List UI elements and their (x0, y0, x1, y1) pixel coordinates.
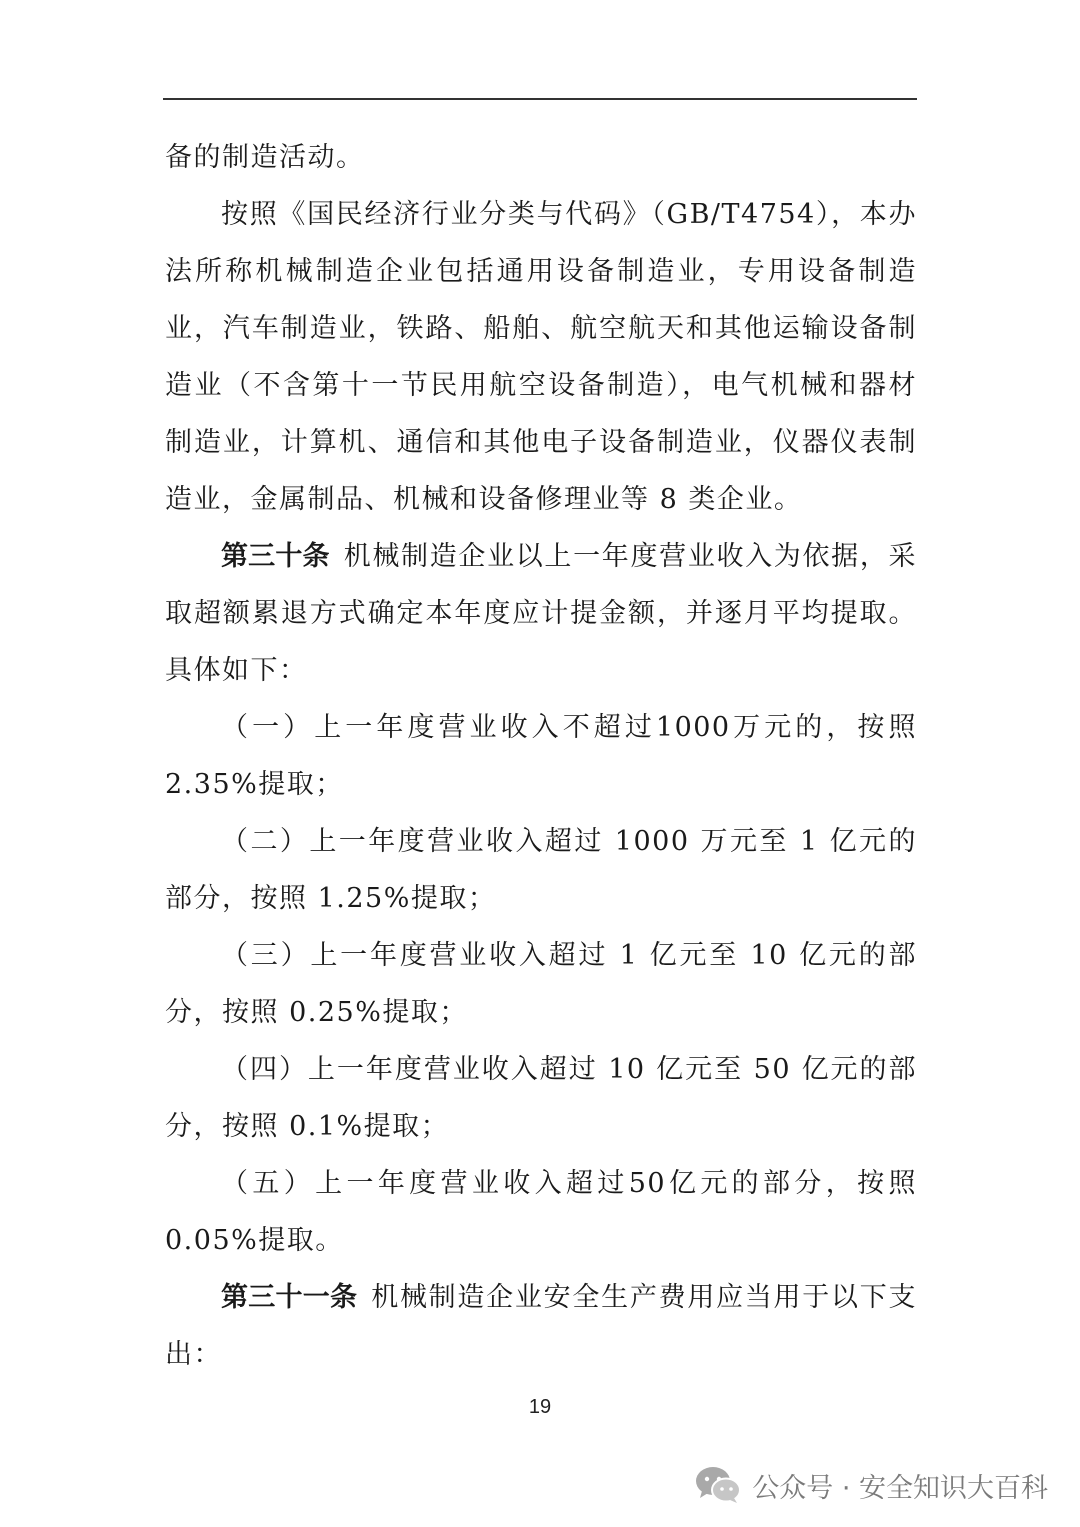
page-number: 19 (528, 1396, 552, 1418)
paragraph-scope: 按照《国民经济行业分类与代码》（GB/T4754），本办法所称机械制造企业包括通用设备制造业，专用设备制造业，汽车制造业，铁路、船舶、航空航天和其他运输设备制造业（不含第十一节民用航空设备制造），电气机械和器材制造业，计算机、通信和其他电子设备制造业，仪器仪表制造业，金属制品、机械和设备修理业等 8 类企业。 (165, 199, 917, 515)
list-item-2: （二）上一年度营业收入超过 1000 万元至 1 亿元的部分，按照 1.25%提取； (165, 826, 917, 914)
list-item-5: （五）上一年度营业收入超过50亿元的部分，按照0.05%提取。 (165, 1168, 917, 1256)
watermark-text: 公众号 · 安全知识大百科 (752, 1472, 1048, 1504)
list-item-4: （四）上一年度营业收入超过 10 亿元至 50 亿元的部分，按照 0.1%提取； (165, 1054, 917, 1142)
article-31: 第三十一条 机械制造企业安全生产费用应当用于以下支出： (165, 1282, 918, 1370)
paragraph-continuation: 备的制造活动。 (165, 142, 365, 173)
list-item-1: （一）上一年度营业收入不超过1000万元的，按照2.35%提取； (165, 712, 917, 800)
article-number: 第三十一条 (221, 1282, 358, 1313)
document-body (165, 129, 917, 1383)
header-rule (163, 98, 917, 100)
article-30: 第三十条 机械制造企业以上一年度营业收入为依据，采取超额累退方式确定本年度应计提金额，并逐月平均提取。具体如下： (165, 541, 918, 686)
watermark (694, 1462, 1048, 1508)
article-number: 第三十条 (221, 541, 330, 572)
wechat-icon (694, 1465, 742, 1505)
list-item-3: （三）上一年度营业收入超过 1 亿元至 10 亿元的部分，按照 0.25%提取； (165, 940, 917, 1028)
